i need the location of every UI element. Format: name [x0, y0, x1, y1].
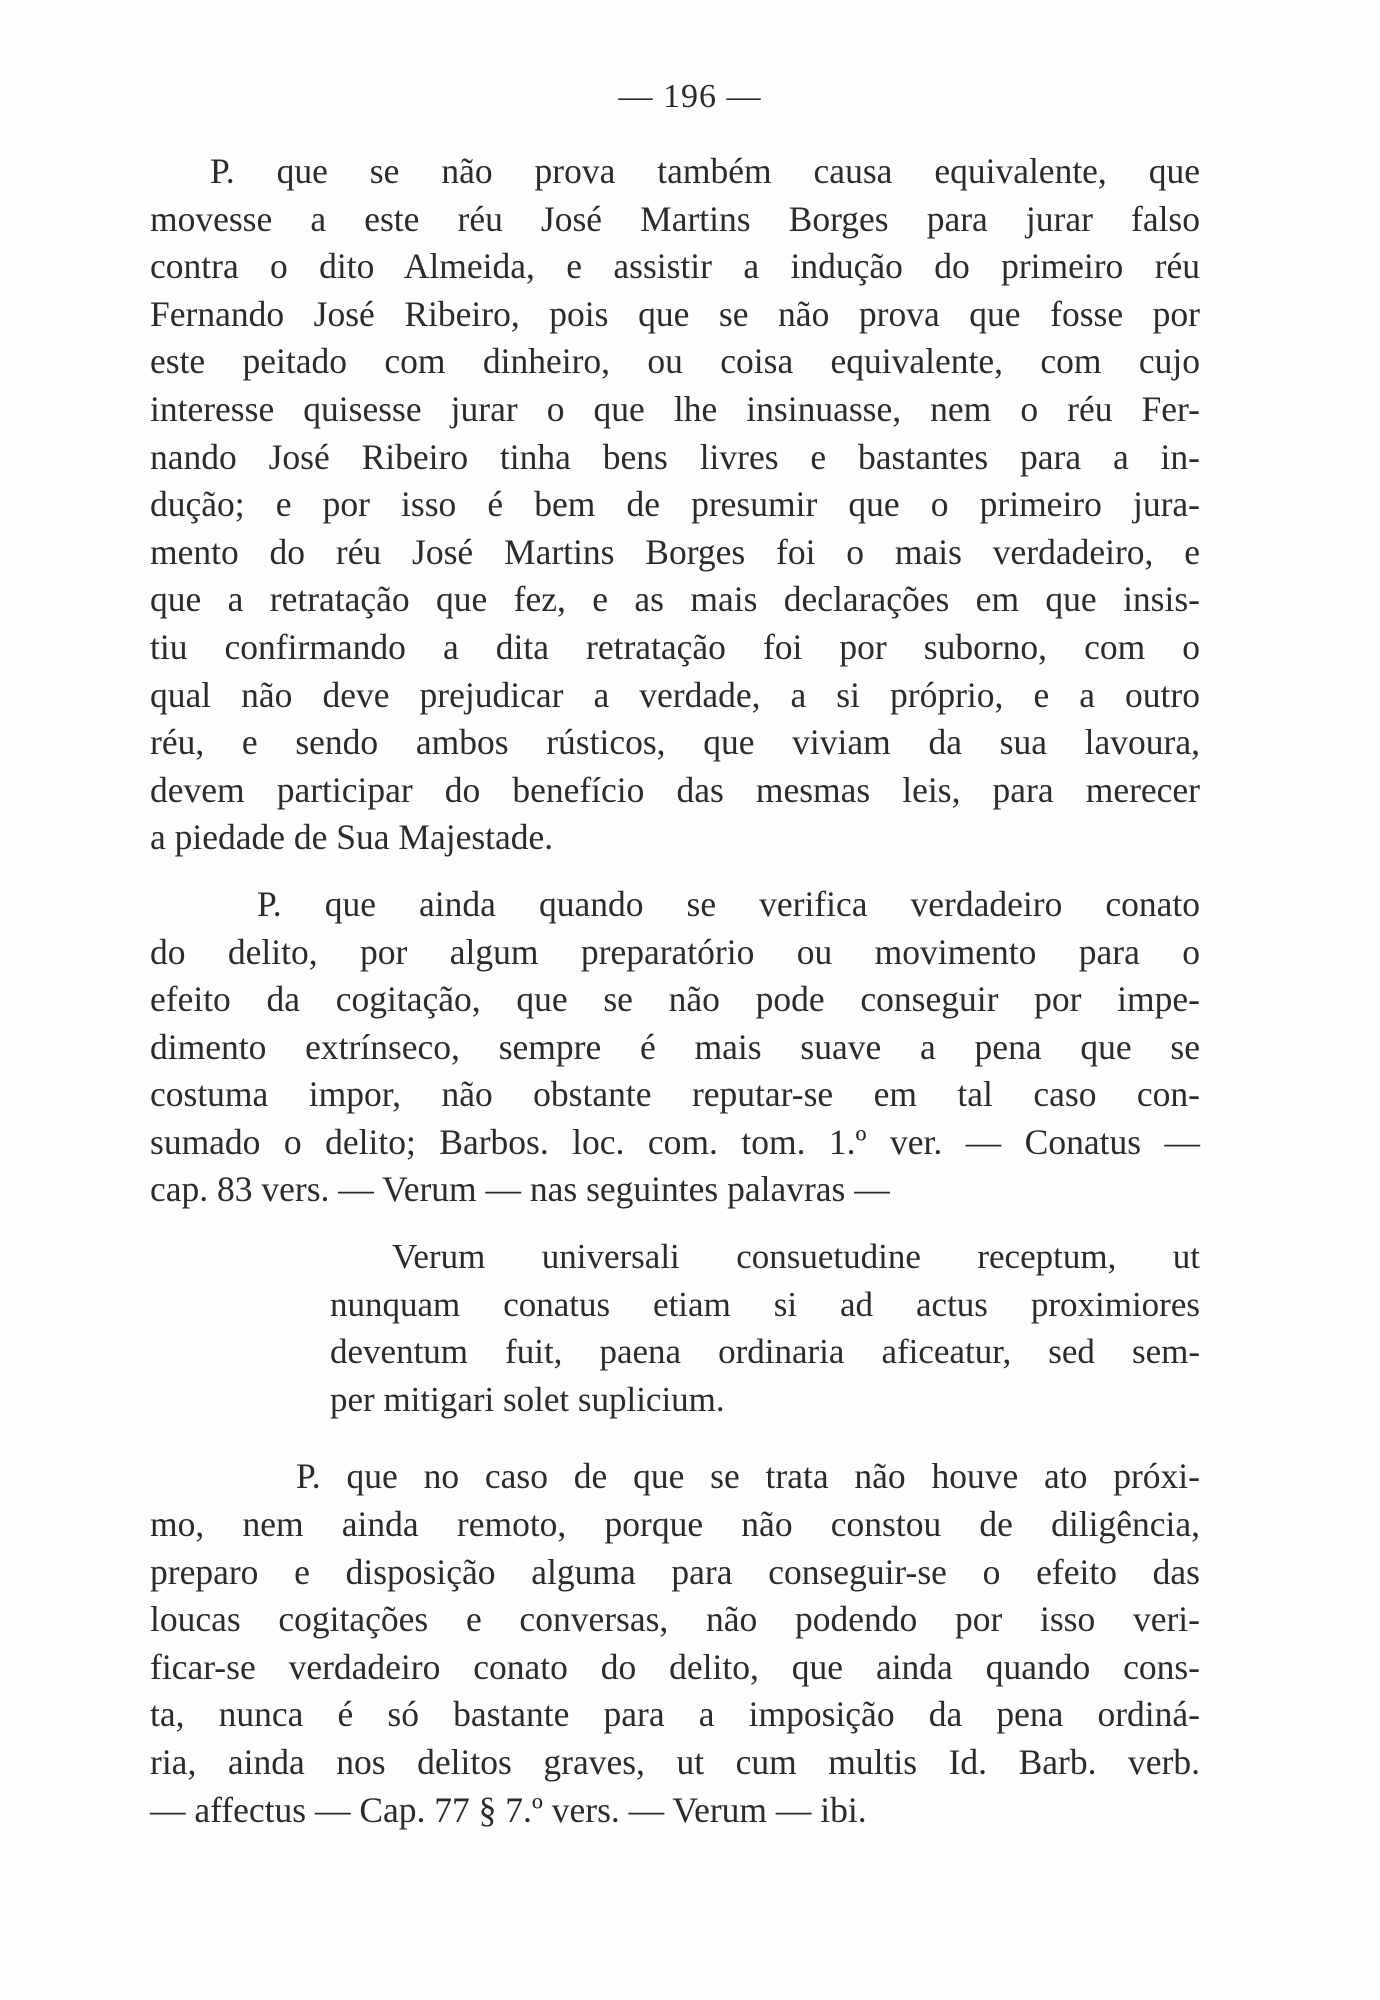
text-line: P. que no caso de que se trata não houve ato próxi-	[296, 1456, 1200, 1497]
text-line: tiu confirmando a dita retratação foi por suborno, com o	[150, 626, 1200, 667]
text-line: costuma impor, não obstante reputar-se em tal caso con-	[150, 1074, 1200, 1115]
text-line: ta, nunca é só bastante para a imposição da pena ordiná-	[150, 1694, 1200, 1735]
paragraph-3	[150, 1453, 1200, 1834]
text-line: nando José Ribeiro tinha bens livres e bastantes para a in-	[150, 436, 1200, 477]
text-line: dimento extrínseco, sempre é mais suave a pena que se	[150, 1026, 1200, 1067]
text-line: mo, nem ainda remoto, porque não constou de diligência,	[150, 1504, 1200, 1545]
text-line: mento do réu José Martins Borges foi o mais verdadeiro, e	[150, 531, 1200, 572]
text-line: a piedade de Sua Majestade.	[150, 817, 554, 858]
text-line: efeito da cogitação, que se não pode conseguir por impe-	[150, 979, 1200, 1020]
text-line: ficar-se verdadeiro conato do delito, que ainda quando cons-	[150, 1646, 1200, 1687]
text-line: loucas cogitações e conversas, não podendo por isso veri-	[150, 1599, 1200, 1640]
text-line: — affectus — Cap. 77 § 7.º vers. — Verum — ibi.	[150, 1789, 867, 1830]
text-line: ria, ainda nos delitos graves, ut cum multis Id. Barb. verb.	[150, 1742, 1200, 1782]
text-line: movesse a este réu José Martins Borges para jurar falso	[150, 198, 1200, 239]
text-line: do delito, por algum preparatório ou movimento para o	[150, 931, 1200, 972]
text-line: Fernando José Ribeiro, pois que se não prova que fosse por	[150, 293, 1200, 334]
page-number: — 196 —	[618, 78, 762, 115]
text-line: réu, e sendo ambos rústicos, que viviam da sua lavoura,	[150, 722, 1200, 763]
quote-line: nunquam conatus etiam si ad actus proximiores	[330, 1284, 1200, 1324]
text-line: interesse quisesse jurar o que lhe insinuasse, nem o réu Fer-	[150, 388, 1200, 429]
text-line: P. que ainda quando se verifica verdadeiro conato	[257, 883, 1200, 924]
text-line: este peitado com dinheiro, ou coisa equivalente, com cujo	[150, 341, 1200, 382]
paragraph-2	[150, 881, 1200, 1214]
paragraph-1	[150, 148, 1200, 862]
quote-line: per mitigari solet suplicium.	[330, 1379, 725, 1419]
text-line: dução; e por isso é bem de presumir que o primeiro jura-	[150, 484, 1200, 525]
text-line: preparo e disposição alguma para conseguir-se o efeito das	[150, 1551, 1200, 1592]
text-line: devem participar do benefício das mesmas leis, para merecer	[150, 769, 1200, 810]
latin-quote	[330, 1233, 1200, 1423]
text-line: P. que se não prova também causa equivalente, que	[210, 151, 1200, 191]
text-line: sumado o delito; Barbos. loc. com. tom. 1.º ver. — Conatus —	[150, 1121, 1200, 1162]
quote-line: deventum fuit, paena ordinaria aficeatur, sed sem-	[330, 1332, 1200, 1372]
text-line: contra o dito Almeida, e assistir a indução do primeiro réu	[150, 246, 1200, 287]
body-text	[150, 148, 1200, 1834]
text-line: cap. 83 vers. — Verum — nas seguintes palavras —	[150, 1169, 890, 1210]
text-line: que a retratação que fez, e as mais declarações em que insis-	[150, 579, 1200, 620]
text-line: qual não deve prejudicar a verdade, a si próprio, e a outro	[150, 674, 1200, 715]
quote-line: Verum universali consuetudine receptum, ut	[392, 1237, 1200, 1277]
